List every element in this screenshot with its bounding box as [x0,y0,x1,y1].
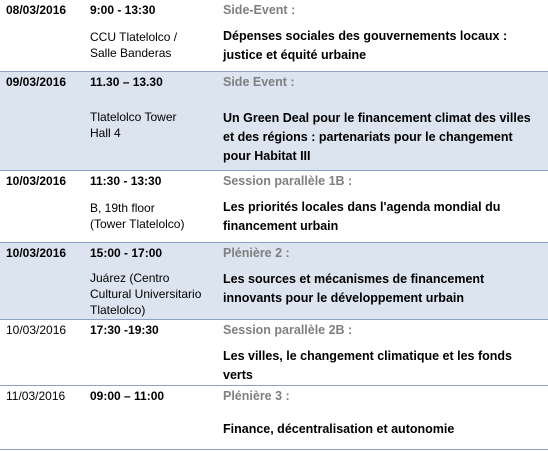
event-venue-line: Salle Banderas [90,46,172,60]
event-date: 10/03/2016 [6,323,67,337]
event-time: 9:00 - 13:30 [90,3,156,17]
event-type: Session parallèle 2B : [223,323,353,337]
table-row [0,72,548,171]
event-venue-line: (Tower Tlatelolco) [90,217,185,231]
event-time: 11:30 - 13:30 [90,174,162,188]
event-type: Side Event : [223,75,295,89]
event-date: 08/03/2016 [6,3,67,17]
event-time: 15:00 - 17:00 [90,246,163,260]
event-venue-line: Cultural Universitario [90,287,202,301]
table-row [0,386,548,450]
table-row [0,171,548,243]
event-title: Les villes, le changement climatique et les fonds verts [223,349,512,382]
event-venue-line: Tlatelolco) [90,303,146,317]
event-title: Finance, décentralisation et autonomie [223,422,455,436]
event-type: Side-Event : [223,3,296,17]
event-date: 10/03/2016 [6,246,67,260]
event-date: 10/03/2016 [6,174,67,188]
event-date: 11/03/2016 [6,389,66,403]
event-time: 17:30 -19:30 [90,323,159,337]
event-venue-line: CCU Tlatelolco / [90,30,178,44]
event-title: Dépenses sociales des gouvernements locaux : justice et équité urbaine [223,29,508,62]
event-venue-line: Juárez (Centro [90,271,170,285]
event-title: Un Green Deal pour le financement climat des villes et des régions : partenariats pour le changement pour Habitat III [223,111,531,163]
event-type: Plénière 2 : [223,246,290,260]
table-row [0,0,548,72]
event-title: Les sources et mécanismes de financement innovants pour le développement urbain [223,272,485,305]
table-row [0,320,548,386]
event-date: 09/03/2016 [6,75,67,89]
event-time: 11.30 – 13.30 [90,75,163,89]
event-title: Les priorités locales dans l'agenda mondial du financement urbain [223,200,501,233]
event-type: Session parallèle 1B : [223,174,353,188]
event-type: Plénière 3 : [223,389,290,403]
event-venue-line: Tlatelolco Tower [90,110,177,124]
event-venue-line: Hall 4 [90,126,121,140]
event-time: 09:00 – 11:00 [90,389,165,403]
table-row [0,243,548,320]
event-venue-line: B, 19th floor [90,201,155,215]
